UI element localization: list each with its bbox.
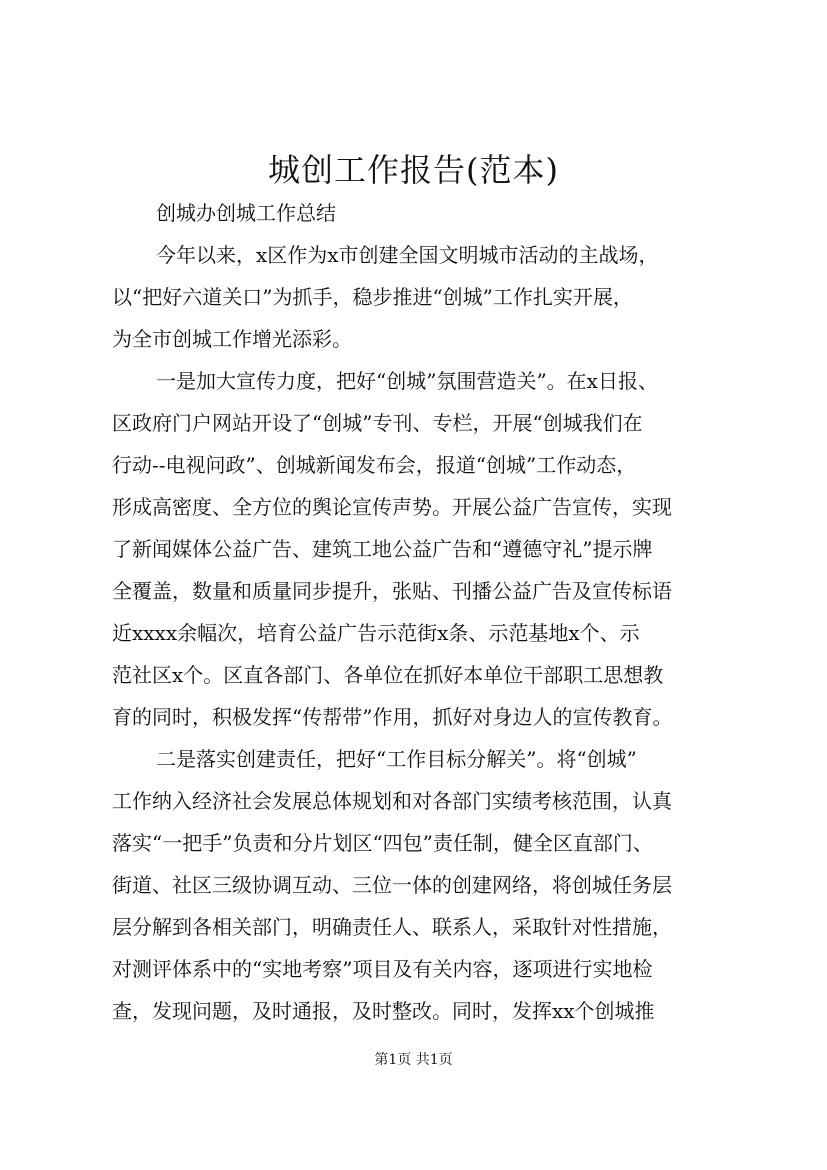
paragraph-line: 以“把好六道关口”为抓手，稳步推进“创城”工作扎实开展， (112, 285, 633, 309)
paragraph-line: 行动--电视问政”、创城新闻发布会，报道“创城”工作动态， (112, 453, 637, 477)
paragraph-line: 查，发现问题，及时通报，及时整改。同时，发挥xx个创城推 (112, 999, 655, 1023)
paragraph-line: 区政府门户网站开设了“创城”专刊、专栏，开展“创城我们在 (112, 411, 643, 435)
document-title: 城创工作报告(范本) (268, 151, 559, 189)
paragraph-line: 二是落实创建责任，把好“工作目标分解关”。将“创城” (156, 747, 637, 771)
paragraph-line: 层分解到各相关部门，明确责任人、联系人，采取针对性措施， (112, 915, 672, 939)
paragraph-line: 为全市创城工作增光添彩。 (112, 327, 352, 351)
paragraph-line: 一是加大宣传力度，把好“创城”氛围营造关”。在x日报、 (156, 369, 658, 393)
document-body (112, 192, 742, 1032)
paragraph-line: 今年以来，x区作为x市创建全国文明城市活动的主战场， (156, 243, 659, 267)
paragraph-line: 街道、社区三级协调互动、三位一体的创建网络，将创城任务层 (112, 873, 672, 897)
page-footer: 第1页 共1页 (374, 1052, 453, 1068)
subtitle-line: 创城办创城工作总结 (156, 201, 336, 225)
paragraph-line: 对测评体系中的“实地考察”项目及有关内容，逐项进行实地检 (112, 957, 653, 981)
paragraph-line: 近xxxx余幅次，培育公益广告示范街x条、示范基地x个、示 (112, 621, 640, 645)
paragraph-line: 形成高密度、全方位的舆论宣传声势。开展公益广告宣传，实现 (112, 495, 672, 519)
paragraph-line: 了新闻媒体公益广告、建筑工地公益广告和“遵德守礼”提示牌 (112, 537, 653, 561)
paragraph-line: 全覆盖，数量和质量同步提升，张贴、刊播公益广告及宣传标语 (112, 579, 672, 603)
paragraph-line: 育的同时，积极发挥“传帮带”作用，抓好对身边人的宣传教育。 (112, 705, 673, 729)
paragraph-line: 范社区x个。区直各部门、各单位在抓好本单位干部职工思想教 (112, 663, 664, 687)
paragraph-line: 落实“一把手”负责和分片划区“四包”责任制，健全区直部门、 (112, 831, 653, 855)
paragraph-line: 工作纳入经济社会发展总体规划和对各部门实绩考核范围，认真 (112, 789, 672, 813)
